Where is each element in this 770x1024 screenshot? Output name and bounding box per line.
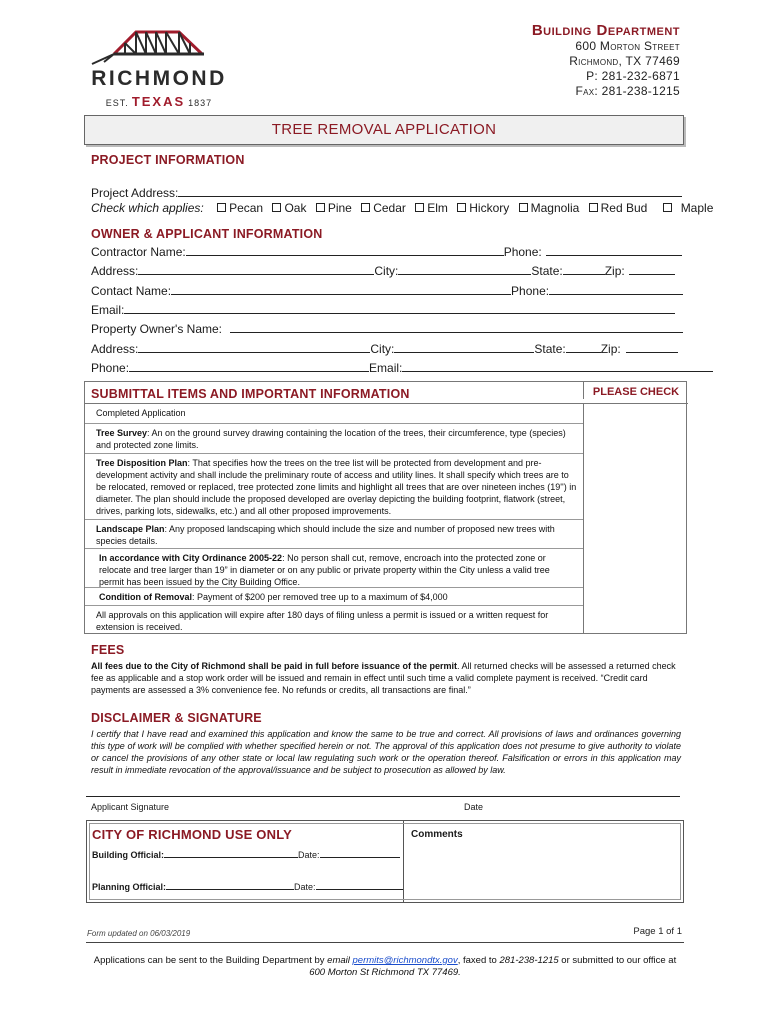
- disclaimer-heading: DISCLAIMER & SIGNATURE: [91, 711, 262, 725]
- check-applies-label: Check which applies:: [91, 201, 204, 215]
- check-column-divider: [583, 404, 584, 634]
- project-info-heading: PROJECT INFORMATION: [91, 153, 245, 167]
- contractor-state-field[interactable]: [563, 264, 605, 275]
- please-check-heading: PLEASE CHECK: [583, 382, 688, 399]
- footer-text-prefix: Applications can be sent to the Building Department by: [93, 955, 328, 966]
- submittal-row-text: : No person shall cut, remove, encroach into the protected zone or relocate and tree larger than 19” in diameter or on any public or private property within the City unless a valid tree permit has been issued by the City Building Office.: [99, 553, 550, 587]
- property-owner-row: [91, 322, 683, 336]
- property-owner-field[interactable]: [230, 322, 683, 333]
- city-use-only-box: [86, 820, 684, 903]
- department-title: Building Department: [531, 22, 680, 39]
- tree-label: Pine: [327, 201, 352, 215]
- fees-bold-text: All fees due to the City of Richmond shall be paid in full before issuance of the permit: [91, 661, 458, 671]
- logo-city-name: RICHMOND: [91, 67, 227, 90]
- tree-option-pecan[interactable]: [211, 201, 263, 215]
- submittal-row-bold: Tree Survey: [96, 428, 148, 438]
- fees-heading: FEES: [91, 643, 125, 657]
- owner-zip-label: Zip:: [600, 342, 621, 356]
- city-use-heading: CITY OF RICHMOND USE ONLY: [92, 827, 293, 842]
- fees-text: . All returned checks will be assessed a returned check fee as applicable and a stop work order will be issued and remain in effect until such time a valid complete payment is received. “Credit card payments are assessed a 3% convenience fee. No refunds or credits, all transactions are final.”: [91, 661, 676, 695]
- building-official-label: Building Official:: [92, 850, 164, 860]
- submittal-row-text: : An on the ground survey drawing containing the location of the trees, their circumference, type (species) and protected zone limits.: [96, 428, 566, 450]
- department-phone: P: 281-232-6871: [586, 69, 680, 83]
- checkbox[interactable]: [589, 203, 598, 212]
- planning-official-row: [92, 881, 404, 892]
- contractor-zip-field[interactable]: [629, 264, 675, 275]
- contractor-row: [91, 245, 682, 259]
- submittal-row-bold: Landscape Plan: [96, 524, 165, 534]
- project-address-label: Project Address:: [91, 186, 179, 200]
- owner-address-label: Address:: [91, 342, 139, 356]
- submittal-row: [85, 520, 583, 549]
- form-updated-date: Form updated on 06/03/2019: [87, 929, 191, 938]
- form-title: TREE REMOVAL APPLICATION: [271, 121, 497, 138]
- submittal-row: [85, 606, 583, 634]
- contractor-state-label: State:: [531, 264, 563, 278]
- tree-label: Elm: [427, 201, 448, 215]
- email-row: [91, 303, 675, 317]
- footer-office-address: 600 Morton St Richmond TX 77469.: [309, 967, 461, 978]
- submittal-row: [85, 424, 583, 454]
- building-official-field[interactable]: [164, 849, 298, 858]
- checkbox[interactable]: [415, 203, 424, 212]
- checkbox[interactable]: [457, 203, 466, 212]
- submittal-row-text: : Any proposed landscaping which should include the size and number of proposed new trees with species details.: [96, 524, 555, 546]
- submittal-row: [85, 588, 583, 606]
- city-use-left: [87, 821, 403, 902]
- owner-phone-label: Phone:: [91, 361, 130, 375]
- checkbox[interactable]: [316, 203, 325, 212]
- logo-subline: [84, 94, 234, 109]
- footer-fax-number: 281-238-1215: [499, 955, 559, 966]
- owner-applicant-heading: OWNER & APPLICANT INFORMATION: [91, 227, 323, 241]
- checkbox[interactable]: [663, 203, 672, 212]
- owner-city-field[interactable]: [394, 342, 534, 353]
- contractor-address-row: [91, 264, 675, 278]
- owner-state-field[interactable]: [566, 342, 601, 353]
- submittal-row-bold: Tree Disposition Plan: [96, 458, 188, 468]
- logo-year: 1837: [188, 98, 213, 108]
- tree-label: Red Bud: [600, 201, 648, 215]
- email-field[interactable]: [124, 303, 675, 314]
- department-fax: Fax: 281-238-1215: [575, 84, 680, 98]
- contractor-phone-label: Phone:: [503, 245, 542, 259]
- email-label: Email:: [91, 303, 125, 317]
- submittal-row: [85, 549, 583, 588]
- tree-label: Pecan: [229, 201, 264, 215]
- owner-address-row: [91, 342, 678, 356]
- city-logo: [84, 14, 234, 109]
- submission-instructions: [86, 955, 684, 979]
- tree-label: Hickory: [469, 201, 510, 215]
- tree-label: Magnolia: [530, 201, 580, 215]
- contractor-name-label: Contractor Name:: [91, 245, 186, 259]
- building-date-label: Date:: [298, 850, 320, 860]
- contact-name-label: Contact Name:: [91, 284, 172, 298]
- tree-label: Cedar: [373, 201, 406, 215]
- submittal-heading: SUBMITTAL ITEMS AND IMPORTANT INFORMATION: [91, 387, 410, 401]
- disclaimer-text: I certify that I have read and examined this application and know the same to be true and correct. All provisions of laws and ordinances governing this type of work will be complied with whether specified herein or not. The approval of this application does not presume to give authority to violate or cancel the provisions of any other state or local law regulating such work or the operation thereof. Falsification or errors in this application may result in immediate revocation of the approval/issuance and be subject to prosecution as allowed by law.: [91, 729, 681, 775]
- submittal-row-text: All approvals on this application will expire after 180 days of filing unless a permit is issued or a written request for extension is received.: [96, 610, 549, 632]
- owner-email-field[interactable]: [402, 361, 713, 372]
- department-street: 600 Morton Street: [575, 39, 680, 53]
- bridge-logo-icon: [84, 14, 234, 74]
- tree-option-pine[interactable]: [310, 201, 352, 215]
- planning-date-field[interactable]: [316, 881, 404, 890]
- signature-line[interactable]: [86, 796, 680, 797]
- footer-text-middle: , faxed to: [457, 955, 500, 966]
- checkbox[interactable]: [272, 203, 281, 212]
- email-link[interactable]: permits@richmondtx.gov: [352, 955, 458, 966]
- contractor-address-label: Address:: [91, 264, 139, 278]
- contact-phone-field[interactable]: [549, 284, 683, 295]
- signature-date-label: Date: [464, 802, 484, 812]
- department-address-block: [532, 22, 680, 99]
- tree-option-cedar[interactable]: [355, 201, 406, 215]
- department-city: Richmond, TX 77469: [569, 54, 680, 68]
- comments-area[interactable]: [403, 821, 683, 902]
- contractor-address-field[interactable]: [138, 264, 374, 275]
- tree-option-red-bud[interactable]: [583, 201, 648, 215]
- tree-option-oak[interactable]: [266, 201, 306, 215]
- building-official-row: [92, 849, 400, 860]
- submittal-row-bold: In accordance with City Ordinance 2005-22: [99, 553, 283, 563]
- tree-option-maple[interactable]: [657, 201, 714, 215]
- property-owner-label: Property Owner's Name:: [91, 322, 222, 336]
- tree-option-elm[interactable]: [409, 201, 448, 215]
- submittal-row: [85, 454, 583, 520]
- tree-option-magnolia[interactable]: [513, 201, 580, 215]
- building-date-field[interactable]: [320, 849, 400, 858]
- submittal-header: [85, 382, 688, 404]
- checkbox[interactable]: [217, 203, 226, 212]
- owner-email-label: Email:: [369, 361, 403, 375]
- submittal-row-text: Completed Application: [96, 408, 186, 418]
- contractor-name-field[interactable]: [186, 245, 504, 256]
- contractor-city-label: City:: [374, 264, 399, 278]
- owner-state-label: State:: [534, 342, 566, 356]
- logo-est: EST.: [105, 98, 129, 108]
- contact-phone-label: Phone:: [511, 284, 550, 298]
- fees-paragraph: [91, 660, 683, 696]
- logo-state: TEXAS: [131, 94, 186, 109]
- tree-label: Oak: [284, 201, 307, 215]
- submittal-row-text: : Payment of $200 per removed tree up to a maximum of $4,000: [192, 592, 448, 602]
- contractor-city-field[interactable]: [398, 264, 531, 275]
- contact-name-field[interactable]: [171, 284, 511, 295]
- footer-text-suffix: or submitted to our office at: [558, 955, 677, 966]
- footer-divider: [86, 942, 684, 943]
- contractor-phone-field[interactable]: [546, 245, 682, 256]
- planning-official-label: Planning Official:: [92, 882, 167, 892]
- tree-label: Maple: [680, 201, 714, 215]
- owner-phone-row: [91, 361, 713, 375]
- form-title-box: [84, 115, 684, 145]
- project-address-row: [91, 186, 682, 200]
- planning-date-label: Date:: [294, 882, 316, 892]
- applicant-signature-label: Applicant Signature: [91, 802, 170, 812]
- tree-type-row: [91, 201, 713, 215]
- submittal-row: [85, 404, 583, 424]
- submittal-row-bold: Condition of Removal: [99, 592, 192, 602]
- footer-email-word: email: [327, 955, 353, 966]
- owner-phone-field[interactable]: [129, 361, 369, 372]
- owner-city-label: City:: [370, 342, 395, 356]
- project-address-field[interactable]: [178, 186, 682, 197]
- checkbox[interactable]: [361, 203, 370, 212]
- owner-zip-field[interactable]: [626, 342, 678, 353]
- checkbox[interactable]: [519, 203, 528, 212]
- planning-official-field[interactable]: [166, 881, 294, 890]
- submittal-table: [84, 381, 687, 634]
- comments-label: Comments: [411, 829, 463, 840]
- page-number: Page 1 of 1: [633, 926, 682, 937]
- contact-row: [91, 284, 683, 298]
- tree-option-hickory[interactable]: [451, 201, 509, 215]
- contractor-zip-label: Zip:: [604, 264, 625, 278]
- submittal-row-text: : That specifies how the trees on the tree list will be protected from development and pre-development activity and shall include the preliminary route of access and utility lines. It shall specify which trees are to be relocated, removed or replaced, tree protected zone limits and highlight all trees that are over nineteen inches (19'') in diameter. The plan should include the proposed developed are overlay depicting the building footprint, flatwork (street, drives, parking lots, sidewalks, etc.) and all other proposed improvements.: [96, 458, 577, 516]
- owner-address-field[interactable]: [138, 342, 370, 353]
